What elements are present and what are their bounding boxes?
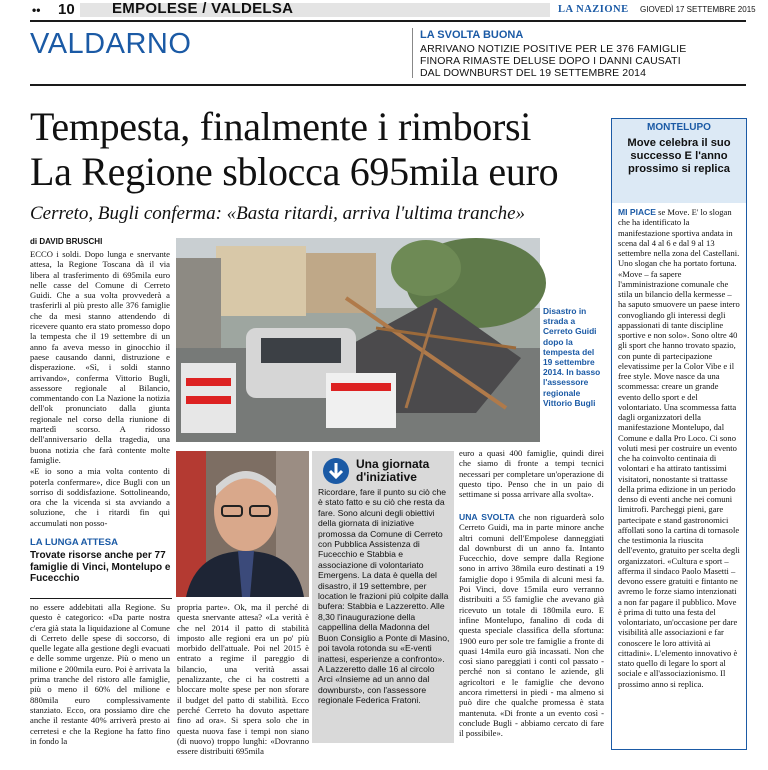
headline-line-1: Tempesta, finalmente i rimborsi	[30, 104, 532, 149]
issue-date: GIOVEDÌ 17 SETTEMBRE 2015	[640, 5, 756, 14]
page-dots: ••	[32, 3, 41, 17]
sidebar-paragraph: se Move. E' lo slogan che ha identificato la manifestazione sportiva andata in scena dal 4 al 6 e dal 9 al 13 settembre nella zona del Castellani. Uno slogan che ha portato fortuna. «Move – fa sapere l'amministrazione comunale che stila un bilancio della kermesse – ha saputo smuovere un paese intero convogliando gli interessi degli appassionati di tante discipline sportive e non solo». Sono oltre 40 gli sport che hanno trovato spazio, con punte di partecipazione elevatissime per la Color Vibe e il free style. Move nasce da una scommessa: creare un grande evento dello sport e del volontariato. Una scommessa fatta dagli organizzatori della manifestazione Montelupo, dal Comune e dalla Pro Loco. Ci sono voluti mesi per costruire un evento che ha coinvolto centinaia di volontari e ha attirato tantissimi visitatori, nonostante si trattasse della prima edizione in un periodo denso di eventi anche nei comuni limitrofi. Parcheggi pieni, gare partecipate e stand gastronomici affollati sono la cartina di tornasole che testimonia la riuscita dell'evento, gratuito per scelta degli organizzatori. «Cultura e sport – afferma il sindaco Paolo Masetti – devono essere gratuiti e fintanto ne avremo le forze siamo intenzionati a non far pagare il pubblico. Move è prima di tutto una festa del volontariato, un'occasione per dare visibilità alle associazioni e far conoscere le loro attività ai cittadini». L'elemento innovativo è stato quello di legare lo sport al sociale e all'associazionismo. Il prossimo anno si replica.	[618, 207, 740, 689]
photo-caption: Disastro in strada a Cerreto Guidi dopo la tempesta del 19 settembre 2014. In basso l'assessore regionale Vittorio Bugli	[543, 306, 601, 408]
sidebar-text	[618, 207, 740, 747]
attesa-kicker: LA LUNGA ATTESA	[30, 537, 118, 548]
giornata-box	[312, 451, 454, 743]
paragraph: che non riguarderà solo Cerreto Guidi, ma in parte minore anche altri comuni dell'Empolese danneggiati dal downburst di un anno fa. Intanto Fucecchio, dove sempre dalla Regione sono in arrivo 38mila euro destinati a 19 famiglie dopo i 95mila di alcuni mesi fa. Poi Vinci, dove 15mila euro verranno distribuiti a 55 famiglie che avevano già ricevuto un totale di 180mila euro. E infine Montelupo, fanalino di coda di questa speciale classifica della sfortuna: 1900 euro per sole tre famiglie a fronte di quasi 14mila euro già incassati. Non che così siano pareggiati i conti col passato - perché non si contano le aziende, gli agricoltori e le famiglie che devono ancora rimettersi in piedi - ma almeno si può dire che qualche promessa è stata mantenuta. «Di fronte a un evento così - conclude Bugli - abbiamo cercato di fare il possibile».	[459, 512, 604, 739]
article-column-1	[30, 249, 170, 533]
masthead-rule	[30, 20, 746, 22]
portrait-illustration	[176, 451, 309, 597]
giornata-title: Una giornata d'iniziative	[356, 457, 430, 484]
teaser-text	[420, 44, 686, 79]
attesa-title: Trovate risorse anche per 77 famiglie di Vinci, Montelupo e Fucecchio	[30, 550, 171, 584]
section-title: EMPOLESE / VALDELSA	[112, 0, 294, 17]
paragraph: «E io sono a mia volta contento di poterla confermare», dice Bugli con un sorriso di soddisfazione. Sottolineando, ora che la vicenda si sta avviando a soluzione, che i ritardi fin qui accumulati non posso-	[30, 466, 170, 528]
teaser-kicker: LA SVOLTA BUONA	[420, 29, 524, 41]
article-column-1-continued: no essere addebitati alla Regione. Su questo è categorico: «Da parte nostra c'era già stata la liquidazione al Comune di Cerreto delle spese di soccorso, di quelle legate alla gestione degli evacuati e delle somme urgenze. Più o meno un milione e 200mila euro. Poi è arrivata la prima tranche del ristoro alle famiglie, più o meno il 60% del milione e 880mila euro complessivamente stanziato. Ecco, ora possiamo dire che anche il restante 40% arriverà presto ai cerretesi e che la Regione ha fatto fino in fondo la	[30, 602, 170, 746]
portrait-photo	[176, 451, 309, 597]
area-title: VALDARNO	[30, 28, 192, 60]
header-rule	[30, 84, 746, 86]
attesa-rule	[30, 598, 172, 599]
area-divider	[412, 28, 413, 78]
storm-scene-illustration	[176, 238, 540, 442]
subheadline: Cerreto, Bugli conferma: «Basta ritardi, arriva l'ultima tranche»	[30, 203, 526, 224]
masthead	[0, 0, 768, 22]
headline-line-2: La Regione sblocca 695mila euro	[30, 149, 559, 194]
giornata-text: Ricordare, fare il punto su ciò che è stato fatto e su ciò che resta da fare. Sono alcuni degli obiettivi della giornata di iniziative promossa da Comune di Cerreto con Pubblica Assistenza di Fucecchio e Stabbia e associazione di volontariato Emergens. La data è quella del disastro, il 19 settembre, per location le frazioni più colpite dalla bufera: Stabbia e Lazzeretto. Alle 8,30 l'inaugurazione della cappellina della Madonna del Buon Consiglio a Ponte di Masino, poi tavola rotonda su «E-venti inattesi, esperienze a confronto». A Lazzeretto dalle 16 al circolo Arci «Insieme ad un anno dal downburst», con l'assessore regionale Federica Fratoni.	[318, 487, 450, 706]
sidebar-lead-in: MI PIACE	[618, 207, 656, 217]
attesa-box	[30, 537, 172, 597]
down-arrow-icon	[323, 458, 349, 484]
article-column-4-top: euro a quasi 400 famiglie, quindi direi che siamo di fronte a tempi tecnici necessari per completare un'operazione di questo tipo. Penso che in un paio di settimane si possa arrivare alla svolta».	[459, 448, 604, 500]
page-number: 10	[58, 1, 75, 18]
newspaper-name: LA NAZIONE	[558, 4, 629, 15]
sidebar-kicker: MONTELUPO	[647, 122, 711, 133]
article-column-4	[459, 512, 604, 742]
teaser-line: FINORA RIMASTE DELUSE DOPO I DANNI CAUSATI	[420, 54, 681, 67]
article-column-2-continued: propria parte». Ok, ma il perché di questa snervante attesa? «La verità è che nel 2014 il patto di stabilità imposto alle regioni era un po' più morbido dell'attuale. Poi nel 2015 è entrato a regime il pareggio di bilancio, una verità assai penalizzante, che ci ha costretti a bloccare molte spese per non sforare il budget del patto di stabilità. Ecco perché Cerreto ha dovuto aspettare fino ad ora». Si spera solo che in questa nuova fase i tempi non siano (di nuovo) troppo lunghi: «Dovranno essere distribuiti 695mila	[177, 602, 309, 757]
teaser-line: DAL DOWNBURST DEL 19 SETTEMBRE 2014	[420, 66, 647, 79]
storm-damage-photo	[176, 238, 540, 442]
sidebar-title: Move celebra il suo successo E l'anno prossimo si replica	[627, 137, 731, 175]
sidebar-box	[611, 118, 747, 750]
teaser-line: ARRIVANO NOTIZIE POSITIVE PER LE 376 FAMIGLIE	[420, 43, 687, 55]
paragraph: ECCO i soldi. Dopo lunga e snervante attesa, la Regione Toscana dà il via libera al trasferimento di 695mila euro nelle casse del Comune di Cerreto Guidi. Che a sua volta provvederà a trasferirli al più presto alle 376 famiglie che da mesi stanno attendendo di ricevere quanto era stato promesso dopo la tempesta che il 19 settembre di un anno fa aveva messo in ginocchio il paese causando danni, distruzione e disperazione. «Sì, i soldi stanno arrivando», conferma Vittorio Bugli, assessore regionale al Bilancio, commentando con La Nazione la notizia dell'ok pronunciato dalla giunta regionale nel corso della riunione di martedì scorso. A ridosso dell'anniversario della tragedia, una buona notizia che farà contente molte famiglie.	[30, 249, 170, 465]
lead-in: UNA SVOLTA	[459, 512, 515, 522]
byline: di DAVID BRUSCHI	[30, 237, 103, 246]
